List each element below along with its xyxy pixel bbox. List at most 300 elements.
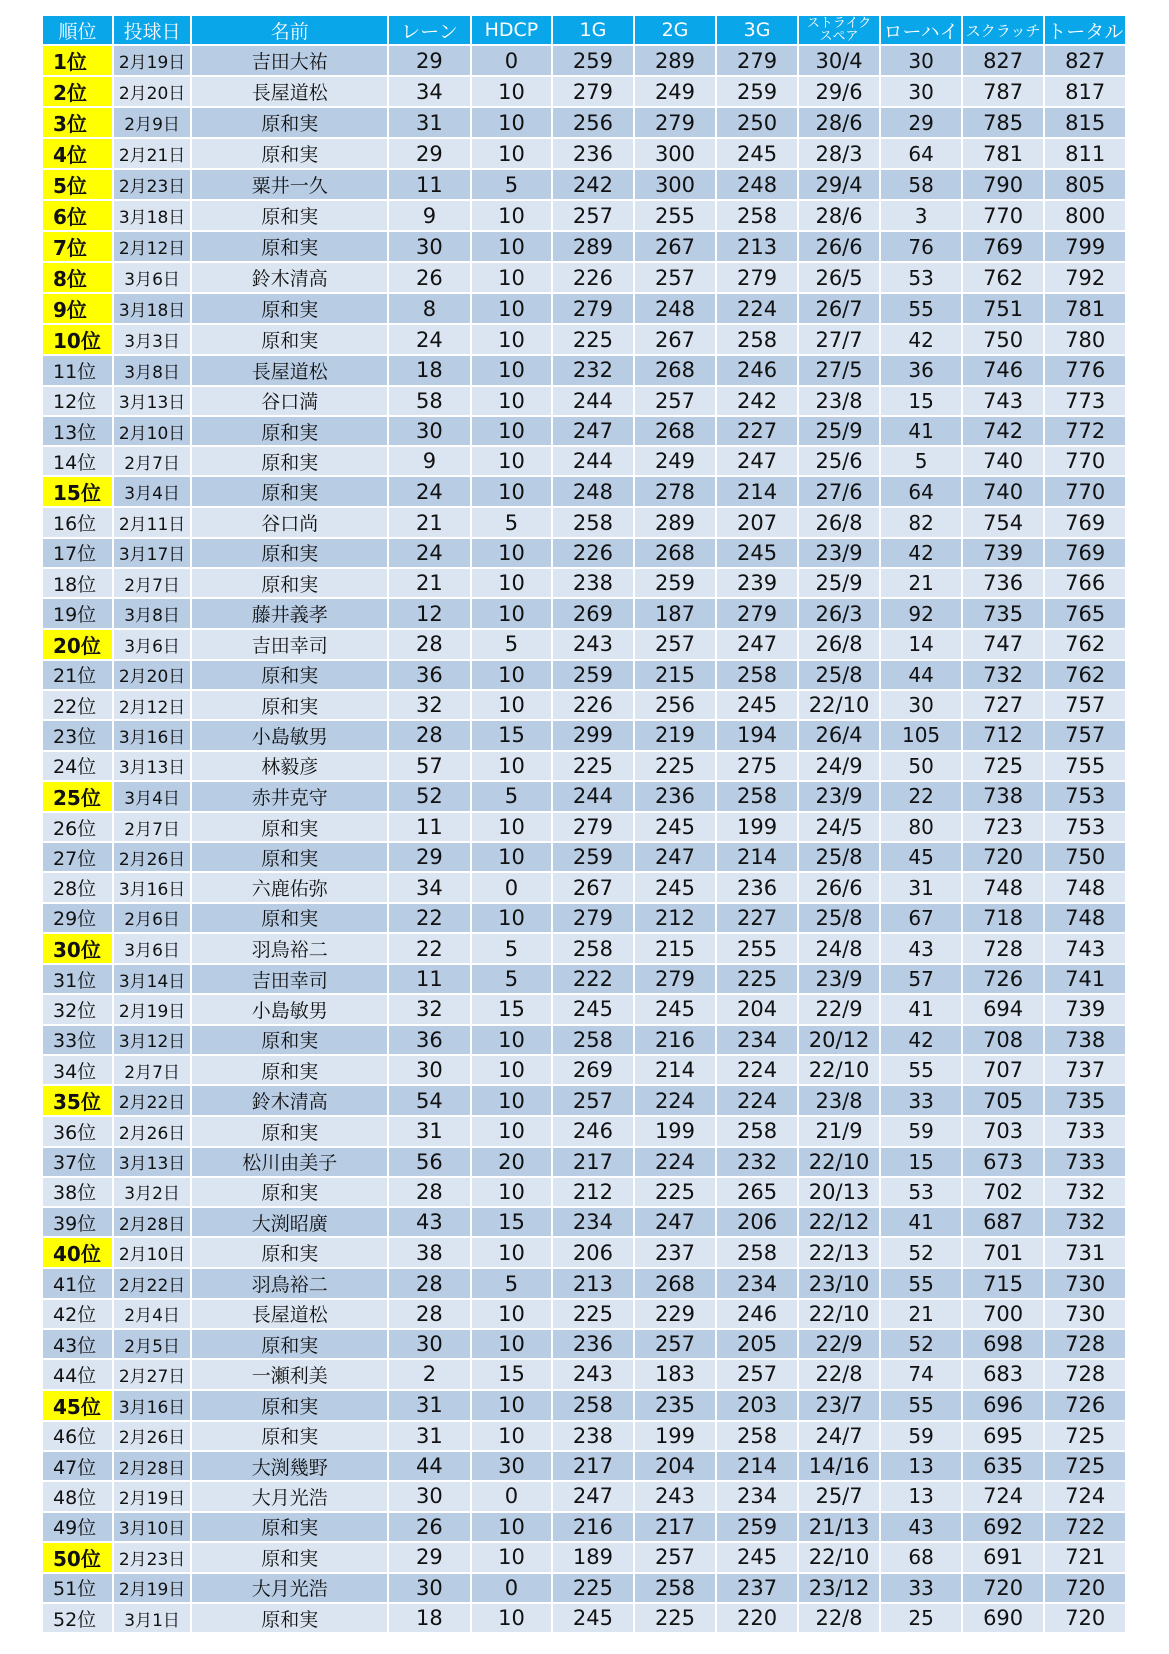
- cell-rank: 8位: [43, 263, 114, 294]
- cell-date: 2月21日: [114, 139, 192, 170]
- cell-lane: 29: [389, 139, 472, 170]
- table-row: [43, 1056, 1127, 1086]
- cell-rank: 1位: [43, 46, 114, 77]
- cell-scratch: 715: [963, 1269, 1046, 1299]
- cell-date: 2月19日: [114, 995, 192, 1025]
- cell-strike-spare: 22/10: [799, 1148, 882, 1178]
- cell-strike-spare: 24/8: [799, 934, 882, 965]
- cell-rank: 39位: [43, 1208, 114, 1238]
- cell-strike-spare: 23/9: [799, 539, 882, 569]
- table-row: [43, 1026, 1127, 1056]
- cell-game-1: 279: [553, 294, 635, 325]
- cell-hdcp: 5: [472, 630, 554, 661]
- cell-total: 725: [1045, 1422, 1127, 1452]
- cell-game-1: 225: [553, 325, 635, 356]
- cell-scratch: 690: [963, 1604, 1046, 1634]
- cell-player-name: 谷口満: [192, 387, 389, 417]
- cell-hdcp: 5: [472, 1269, 554, 1299]
- cell-game-1: 226: [553, 263, 635, 294]
- cell-lane: 29: [389, 46, 472, 77]
- cell-lane: 29: [389, 1543, 472, 1574]
- cell-player-name: 原和実: [192, 1056, 389, 1086]
- cell-strike-spare: 26/7: [799, 294, 882, 325]
- cell-low-high: 33: [881, 1574, 963, 1604]
- cell-game-3: 279: [717, 599, 799, 629]
- cell-game-3: 258: [717, 782, 799, 813]
- cell-game-1: 279: [553, 813, 635, 843]
- cell-strike-spare: 23/8: [799, 387, 882, 417]
- cell-player-name: 原和実: [192, 1117, 389, 1147]
- cell-game-2: 300: [635, 139, 718, 170]
- cell-game-3: 258: [717, 201, 799, 232]
- cell-game-2: 249: [635, 447, 718, 477]
- cell-scratch: 787: [963, 77, 1046, 108]
- cell-lane: 18: [389, 1604, 472, 1634]
- cell-strike-spare: 28/6: [799, 201, 882, 232]
- table-row: [43, 232, 1127, 263]
- cell-strike-spare: 25/9: [799, 569, 882, 599]
- cell-player-name: 吉田幸司: [192, 965, 389, 995]
- cell-lane: 43: [389, 1208, 472, 1238]
- cell-strike-spare: 29/6: [799, 77, 882, 108]
- table-row: [43, 782, 1127, 813]
- cell-game-3: 258: [717, 661, 799, 691]
- cell-strike-spare: 25/8: [799, 904, 882, 934]
- cell-date: 3月6日: [114, 263, 192, 294]
- cell-date: 2月19日: [114, 1574, 192, 1604]
- cell-date: 2月26日: [114, 1422, 192, 1452]
- cell-game-2: 248: [635, 294, 718, 325]
- cell-player-name: 原和実: [192, 539, 389, 569]
- cell-scratch: 727: [963, 691, 1046, 721]
- cell-rank: 44位: [43, 1360, 114, 1390]
- cell-game-3: 247: [717, 630, 799, 661]
- table-row: [43, 1300, 1127, 1330]
- cell-low-high: 42: [881, 325, 963, 356]
- cell-lane: 30: [389, 232, 472, 263]
- cell-total: 762: [1045, 630, 1127, 661]
- cell-lane: 31: [389, 1422, 472, 1452]
- cell-rank: 19位: [43, 599, 114, 629]
- cell-lane: 12: [389, 599, 472, 629]
- table-row: [43, 77, 1127, 108]
- cell-date: 2月10日: [114, 1238, 192, 1269]
- cell-rank: 31位: [43, 965, 114, 995]
- cell-strike-spare: 23/12: [799, 1574, 882, 1604]
- cell-game-2: 245: [635, 995, 718, 1025]
- cell-player-name: 原和実: [192, 1604, 389, 1634]
- cell-rank: 45位: [43, 1391, 114, 1422]
- cell-low-high: 64: [881, 139, 963, 170]
- cell-game-3: 258: [717, 325, 799, 356]
- cell-game-1: 269: [553, 599, 635, 629]
- cell-total: 753: [1045, 782, 1127, 813]
- cell-player-name: 大月光浩: [192, 1482, 389, 1512]
- cell-game-1: 289: [553, 232, 635, 263]
- cell-hdcp: 10: [472, 356, 554, 386]
- cell-date: 3月17日: [114, 539, 192, 569]
- cell-total: 750: [1045, 843, 1127, 873]
- cell-scratch: 751: [963, 294, 1046, 325]
- cell-lane: 36: [389, 661, 472, 691]
- cell-hdcp: 10: [472, 1026, 554, 1056]
- cell-rank: 14位: [43, 447, 114, 477]
- cell-lane: 21: [389, 508, 472, 538]
- cell-game-1: 269: [553, 1056, 635, 1086]
- cell-game-1: 243: [553, 630, 635, 661]
- cell-game-3: 204: [717, 995, 799, 1025]
- cell-low-high: 33: [881, 1086, 963, 1117]
- cell-date: 2月19日: [114, 46, 192, 77]
- cell-player-name: 原和実: [192, 1026, 389, 1056]
- cell-game-3: 246: [717, 356, 799, 386]
- cell-game-3: 234: [717, 1026, 799, 1056]
- cell-scratch: 698: [963, 1330, 1046, 1360]
- cell-date: 2月12日: [114, 691, 192, 721]
- cell-scratch: 735: [963, 599, 1046, 629]
- cell-game-1: 226: [553, 539, 635, 569]
- cell-hdcp: 10: [472, 232, 554, 263]
- header-strike-spare: ストライク スペア: [799, 16, 882, 46]
- cell-game-2: 217: [635, 1513, 718, 1543]
- cell-scratch: 700: [963, 1300, 1046, 1330]
- cell-rank: 13位: [43, 417, 114, 447]
- cell-strike-spare: 22/10: [799, 1543, 882, 1574]
- table-row: [43, 1574, 1127, 1604]
- cell-date: 2月7日: [114, 813, 192, 843]
- cell-strike-spare: 28/6: [799, 108, 882, 139]
- cell-player-name: 大渕昭廣: [192, 1208, 389, 1238]
- table-row: [43, 813, 1127, 843]
- cell-game-2: 199: [635, 1422, 718, 1452]
- cell-hdcp: 10: [472, 447, 554, 477]
- cell-low-high: 76: [881, 232, 963, 263]
- cell-game-1: 244: [553, 447, 635, 477]
- cell-low-high: 42: [881, 1026, 963, 1056]
- cell-player-name: 原和実: [192, 325, 389, 356]
- cell-scratch: 724: [963, 1482, 1046, 1512]
- cell-lane: 30: [389, 1056, 472, 1086]
- cell-game-3: 257: [717, 1360, 799, 1390]
- cell-strike-spare: 27/5: [799, 356, 882, 386]
- table-row: [43, 843, 1127, 873]
- cell-scratch: 739: [963, 539, 1046, 569]
- cell-date: 3月3日: [114, 325, 192, 356]
- cell-low-high: 59: [881, 1117, 963, 1147]
- cell-player-name: 松川由美子: [192, 1148, 389, 1178]
- cell-game-3: 245: [717, 1543, 799, 1574]
- cell-game-1: 236: [553, 139, 635, 170]
- cell-total: 811: [1045, 139, 1127, 170]
- cell-game-2: 249: [635, 77, 718, 108]
- cell-low-high: 50: [881, 752, 963, 782]
- cell-rank: 34位: [43, 1056, 114, 1086]
- cell-rank: 36位: [43, 1117, 114, 1147]
- cell-game-1: 217: [553, 1452, 635, 1482]
- cell-rank: 26位: [43, 813, 114, 843]
- cell-game-3: 242: [717, 387, 799, 417]
- cell-date: 2月27日: [114, 1360, 192, 1390]
- cell-game-3: 245: [717, 139, 799, 170]
- cell-strike-spare: 14/16: [799, 1452, 882, 1482]
- cell-low-high: 30: [881, 77, 963, 108]
- cell-low-high: 41: [881, 1208, 963, 1238]
- cell-hdcp: 10: [472, 1391, 554, 1422]
- cell-lane: 34: [389, 77, 472, 108]
- cell-game-3: 259: [717, 1513, 799, 1543]
- cell-player-name: 原和実: [192, 108, 389, 139]
- cell-rank: 11位: [43, 356, 114, 386]
- cell-rank: 35位: [43, 1086, 114, 1117]
- cell-strike-spare: 22/10: [799, 691, 882, 721]
- cell-hdcp: 10: [472, 77, 554, 108]
- cell-strike-spare: 27/7: [799, 325, 882, 356]
- cell-total: 755: [1045, 752, 1127, 782]
- cell-low-high: 30: [881, 46, 963, 77]
- cell-strike-spare: 22/9: [799, 1330, 882, 1360]
- cell-player-name: 原和実: [192, 417, 389, 447]
- cell-date: 2月26日: [114, 1117, 192, 1147]
- cell-player-name: 赤井克守: [192, 782, 389, 813]
- cell-strike-spare: 20/13: [799, 1178, 882, 1208]
- cell-hdcp: 5: [472, 508, 554, 538]
- cell-lane: 21: [389, 569, 472, 599]
- cell-game-2: 247: [635, 1208, 718, 1238]
- cell-game-2: 289: [635, 46, 718, 77]
- cell-scratch: 746: [963, 356, 1046, 386]
- table-row: [43, 630, 1127, 661]
- cell-scratch: 702: [963, 1178, 1046, 1208]
- cell-game-3: 206: [717, 1208, 799, 1238]
- table-row: [43, 1422, 1127, 1452]
- cell-date: 2月19日: [114, 1482, 192, 1512]
- cell-total: 773: [1045, 387, 1127, 417]
- cell-game-2: 235: [635, 1391, 718, 1422]
- cell-hdcp: 5: [472, 934, 554, 965]
- cell-game-2: 199: [635, 1117, 718, 1147]
- cell-total: 732: [1045, 1178, 1127, 1208]
- cell-player-name: 原和実: [192, 904, 389, 934]
- cell-strike-spare: 22/8: [799, 1604, 882, 1634]
- cell-strike-spare: 26/6: [799, 873, 882, 903]
- cell-game-3: 279: [717, 263, 799, 294]
- cell-player-name: 小島敏男: [192, 995, 389, 1025]
- cell-game-1: 258: [553, 1391, 635, 1422]
- cell-low-high: 5: [881, 447, 963, 477]
- cell-rank: 22位: [43, 691, 114, 721]
- cell-player-name: 原和実: [192, 477, 389, 508]
- cell-date: 2月5日: [114, 1330, 192, 1360]
- cell-total: 722: [1045, 1513, 1127, 1543]
- cell-rank: 33位: [43, 1026, 114, 1056]
- cell-lane: 24: [389, 539, 472, 569]
- cell-game-2: 225: [635, 1178, 718, 1208]
- cell-lane: 30: [389, 1330, 472, 1360]
- cell-hdcp: 15: [472, 1360, 554, 1390]
- cell-game-2: 245: [635, 873, 718, 903]
- cell-rank: 7位: [43, 232, 114, 263]
- cell-game-2: 216: [635, 1026, 718, 1056]
- cell-game-3: 225: [717, 965, 799, 995]
- table-row: [43, 1208, 1127, 1238]
- cell-game-1: 246: [553, 1117, 635, 1147]
- cell-strike-spare: 28/3: [799, 139, 882, 170]
- table-row: [43, 1086, 1127, 1117]
- cell-game-2: 225: [635, 752, 718, 782]
- table-row: [43, 508, 1127, 538]
- cell-scratch: 718: [963, 904, 1046, 934]
- ranking-table: [43, 16, 1127, 1634]
- cell-scratch: 732: [963, 661, 1046, 691]
- cell-game-3: 248: [717, 170, 799, 201]
- cell-low-high: 29: [881, 108, 963, 139]
- cell-game-1: 299: [553, 721, 635, 751]
- table-row: [43, 721, 1127, 751]
- cell-game-1: 248: [553, 477, 635, 508]
- cell-low-high: 64: [881, 477, 963, 508]
- table-row: [43, 1360, 1127, 1390]
- table-row: [43, 1482, 1127, 1512]
- cell-low-high: 21: [881, 1300, 963, 1330]
- header-game-1: 1G: [553, 16, 635, 46]
- cell-date: 3月16日: [114, 873, 192, 903]
- cell-date: 2月22日: [114, 1086, 192, 1117]
- cell-total: 748: [1045, 904, 1127, 934]
- cell-hdcp: 10: [472, 843, 554, 873]
- cell-scratch: 683: [963, 1360, 1046, 1390]
- cell-date: 2月28日: [114, 1208, 192, 1238]
- cell-hdcp: 10: [472, 201, 554, 232]
- cell-total: 781: [1045, 294, 1127, 325]
- cell-lane: 22: [389, 904, 472, 934]
- cell-total: 757: [1045, 691, 1127, 721]
- cell-player-name: 吉田幸司: [192, 630, 389, 661]
- cell-rank: 18位: [43, 569, 114, 599]
- cell-scratch: 723: [963, 813, 1046, 843]
- cell-low-high: 74: [881, 1360, 963, 1390]
- cell-game-2: 247: [635, 843, 718, 873]
- cell-game-1: 247: [553, 417, 635, 447]
- cell-rank: 24位: [43, 752, 114, 782]
- cell-game-3: 224: [717, 1086, 799, 1117]
- cell-low-high: 22: [881, 782, 963, 813]
- cell-game-1: 244: [553, 387, 635, 417]
- header-date: 投球日: [114, 16, 192, 46]
- cell-game-2: 214: [635, 1056, 718, 1086]
- cell-hdcp: 10: [472, 417, 554, 447]
- cell-player-name: 原和実: [192, 813, 389, 843]
- cell-game-3: 265: [717, 1178, 799, 1208]
- cell-total: 799: [1045, 232, 1127, 263]
- cell-player-name: 一瀬利美: [192, 1360, 389, 1390]
- cell-game-1: 256: [553, 108, 635, 139]
- cell-rank: 52位: [43, 1604, 114, 1634]
- cell-total: 728: [1045, 1330, 1127, 1360]
- cell-game-1: 244: [553, 782, 635, 813]
- cell-game-3: 246: [717, 1300, 799, 1330]
- cell-game-2: 245: [635, 813, 718, 843]
- cell-lane: 11: [389, 170, 472, 201]
- cell-lane: 34: [389, 873, 472, 903]
- cell-game-1: 258: [553, 508, 635, 538]
- cell-date: 3月18日: [114, 294, 192, 325]
- table-row: [43, 170, 1127, 201]
- cell-game-2: 257: [635, 1330, 718, 1360]
- cell-game-2: 229: [635, 1300, 718, 1330]
- cell-lane: 24: [389, 325, 472, 356]
- cell-scratch: 673: [963, 1148, 1046, 1178]
- cell-strike-spare: 29/4: [799, 170, 882, 201]
- cell-scratch: 720: [963, 1574, 1046, 1604]
- cell-scratch: 769: [963, 232, 1046, 263]
- cell-strike-spare: 23/9: [799, 782, 882, 813]
- cell-game-3: 245: [717, 539, 799, 569]
- cell-game-1: 258: [553, 1026, 635, 1056]
- cell-game-2: 215: [635, 934, 718, 965]
- cell-rank: 29位: [43, 904, 114, 934]
- cell-date: 3月4日: [114, 782, 192, 813]
- cell-low-high: 55: [881, 1056, 963, 1086]
- cell-hdcp: 10: [472, 1238, 554, 1269]
- cell-scratch: 754: [963, 508, 1046, 538]
- cell-game-1: 257: [553, 201, 635, 232]
- cell-date: 2月22日: [114, 1269, 192, 1299]
- cell-player-name: 原和実: [192, 1391, 389, 1422]
- cell-scratch: 635: [963, 1452, 1046, 1482]
- cell-game-1: 206: [553, 1238, 635, 1269]
- cell-scratch: 691: [963, 1543, 1046, 1574]
- cell-strike-spare: 22/10: [799, 1056, 882, 1086]
- cell-scratch: 738: [963, 782, 1046, 813]
- cell-lane: 30: [389, 417, 472, 447]
- cell-low-high: 25: [881, 1604, 963, 1634]
- header-lane: レーン: [389, 16, 472, 46]
- cell-low-high: 3: [881, 201, 963, 232]
- cell-player-name: 鈴木清高: [192, 1086, 389, 1117]
- cell-total: 726: [1045, 1391, 1127, 1422]
- cell-total: 730: [1045, 1300, 1127, 1330]
- cell-player-name: 林毅彦: [192, 752, 389, 782]
- cell-date: 2月9日: [114, 108, 192, 139]
- cell-lane: 28: [389, 630, 472, 661]
- cell-total: 792: [1045, 263, 1127, 294]
- cell-scratch: 743: [963, 387, 1046, 417]
- cell-player-name: 長屋道松: [192, 356, 389, 386]
- cell-total: 772: [1045, 417, 1127, 447]
- table-row: [43, 263, 1127, 294]
- cell-hdcp: 10: [472, 294, 554, 325]
- cell-lane: 22: [389, 934, 472, 965]
- cell-total: 815: [1045, 108, 1127, 139]
- cell-strike-spare: 21/9: [799, 1117, 882, 1147]
- cell-lane: 8: [389, 294, 472, 325]
- cell-game-2: 289: [635, 508, 718, 538]
- cell-date: 2月7日: [114, 1056, 192, 1086]
- cell-lane: 32: [389, 691, 472, 721]
- cell-rank: 25位: [43, 782, 114, 813]
- cell-low-high: 15: [881, 387, 963, 417]
- cell-strike-spare: 23/10: [799, 1269, 882, 1299]
- cell-game-3: 258: [717, 1117, 799, 1147]
- cell-game-2: 268: [635, 539, 718, 569]
- cell-low-high: 53: [881, 263, 963, 294]
- cell-low-high: 82: [881, 508, 963, 538]
- cell-total: 776: [1045, 356, 1127, 386]
- cell-game-1: 259: [553, 843, 635, 873]
- cell-player-name: 原和実: [192, 691, 389, 721]
- cell-game-3: 250: [717, 108, 799, 139]
- cell-scratch: 708: [963, 1026, 1046, 1056]
